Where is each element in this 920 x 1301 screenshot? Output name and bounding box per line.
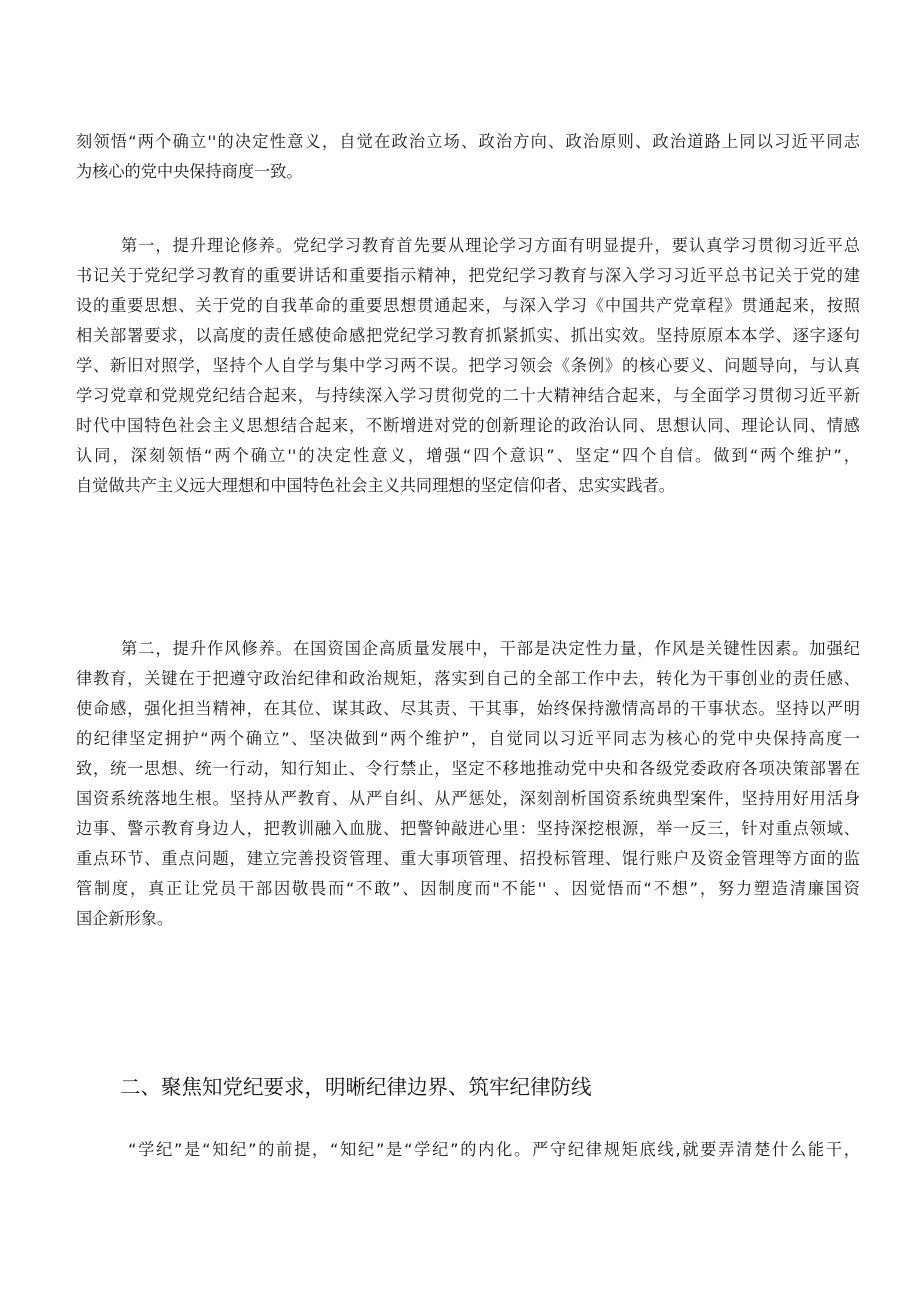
text-line: 第一，提升理论修养。党纪学习教育首先要从理论学习方面有明显提升，要认真学习贯彻习近平总 — [121, 236, 860, 255]
text-line: 书记关于党纪学习教育的重要讲话和重要指示精神，把党纪学习教育与深入学习习近平总书记关于党的建 — [76, 266, 860, 285]
paragraph-learning-discipline — [76, 1135, 860, 1165]
text-line: 律教育，关键在于把遵守政治纪律和政治规矩，落实到自己的全部工作中去，转化为干事创业的责任感、 — [76, 669, 860, 688]
text-line: 相关部署要求，以高度的责任感使命感把党纪学习教育抓紧抓实、抓出实效。坚持原原本本学、逐字逐句 — [76, 326, 860, 345]
text-line: 认同，深刻领悟“两个确立''的决定性意义，增强“四个意识”、坚定“四个自信。做到“两个维护”， — [76, 446, 860, 465]
text-line: 重点环节、重点问题，建立完善投资管理、重大事项管理、招投标管理、馄行账户及资金管理等方面的监 — [76, 849, 860, 868]
text-line: 国资系统落地生根。坚持从严教育、从严自纠、从严惩处，深刻剖析国资系统典型案件，坚持用好用活身 — [76, 789, 860, 808]
text-line: 边事、警示教育身边人，把教训融入血胧、把警钟敲进心里：坚持深挖根源，举一反三，针对重点领域、 — [76, 819, 860, 838]
text-line: 国企新形象。 — [76, 909, 174, 928]
text-line: 刻领悟“两个确立''的决定性意义，自觉在政治立场、政治方向、政治原则、政治道路上同以习近平同志 — [76, 132, 860, 151]
text-line: 使命感，强化担当精神，在其位、谋其政、尽其责、干其事，始终保持激情高昂的干事状态。坚持以严明 — [76, 699, 860, 718]
text-line: 为核心的党中央保持商度一致。 — [76, 162, 303, 181]
paragraph-theory-cultivation — [76, 231, 860, 501]
paragraph-intro-continuation — [76, 127, 860, 187]
text-line: 的纪律坚定拥护“两个确立”、坚决做到“两个维护”，自觉同以习近平同志为核心的党中央保持高度一 — [76, 729, 860, 748]
text-line: 学、新旧对照学，坚持个人自学与集中学习两不误。把学习领会《条例》的核心要义、问题导向，与认真 — [76, 356, 860, 375]
section-heading: 二、聚焦知党纪要求，明晰纪律边界、筑牢纪律防线 — [120, 1075, 592, 1099]
text-line: 管制度，真正让党员干部因敬畏而“不敢”、因制度而"不能'' 、因觉悟而“不想”，努力塑造清廉国资 — [76, 879, 860, 898]
text-line: 致，统一思想、统一行动，知行知止、令行禁止，坚定不移地推动党中央和各级党委政府各项决策部署在 — [76, 759, 860, 778]
text-line: 学习党章和党规党纪结合起来，与持续深入学习贯彻党的二十大精神结合起来，与全面学习贯彻习近平新 — [76, 386, 860, 405]
text-line: 第二，提升作风修养。在国资国企高质量发展中，干部是决定性力量，作风是关键性因素。加强纪 — [121, 639, 860, 658]
text-line: 设的重要思想、关于党的自我革命的重要思想贯通起来，与深入学习《中国共产党章程》贯通起来，按照 — [76, 296, 860, 315]
text-line: 自觉做共产主义远大理想和中国特色社会主义共同理想的坚定信仰者、忠实实践者。 — [76, 476, 675, 495]
text-line: 时代中国特色社会主义思想结合起来，不断增进对党的创新理论的政治认同、思想认同、理论认同、情感 — [76, 416, 860, 435]
text-line: “学纪”是“知纪”的前提，“知纪”是“学纪”的内化。严守纪律规矩底线,就要弄清楚什么能干， — [128, 1140, 860, 1159]
paragraph-work-style-cultivation — [76, 634, 860, 934]
